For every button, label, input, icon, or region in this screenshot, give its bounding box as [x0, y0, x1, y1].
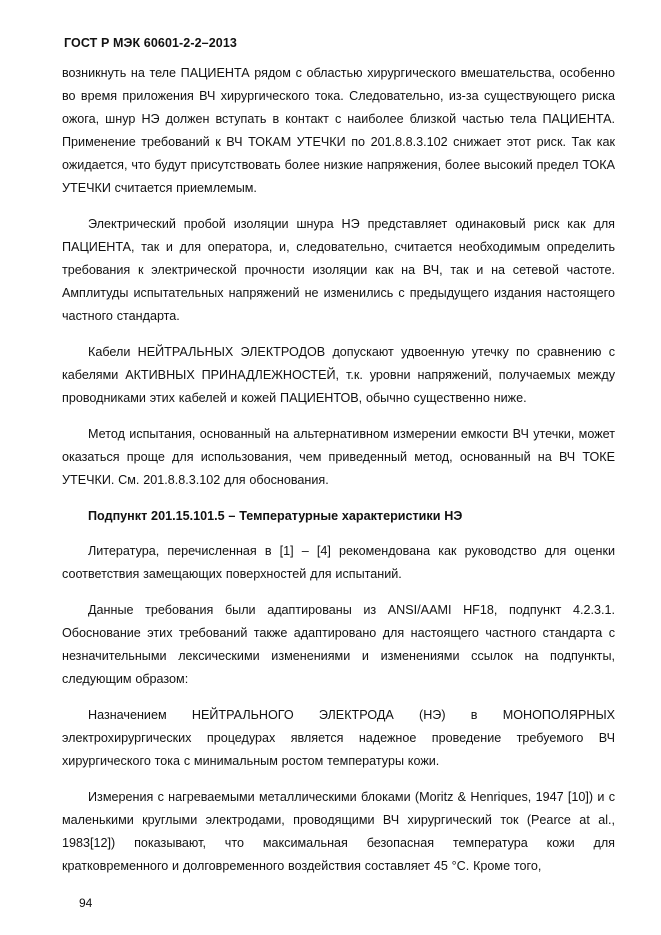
paragraph-neutral-cables: Кабели НЕЙТРАЛЬНЫХ ЭЛЕКТРОДОВ допускают удвоенную утечку по сравнению с кабелями АКТИВНЫХ ПРИНАДЛЕЖНОСТЕЙ, т.к. уровни напряжений, получаемых между проводниками этих кабелей и кожей ПАЦИЕНТОВ, обычно существенно ниже.: [62, 345, 615, 405]
page-number: 94: [79, 896, 93, 910]
paragraph-continuation: возникнуть на теле ПАЦИЕНТА рядом с областью хирургического вмешательства, особенно во время приложения ВЧ хирургического тока. Следовательно, из-за существующего риска ожога, шнур НЭ должен вступать в контакт с наиболее близкой частью тела ПАЦИЕНТА. Применение требований к ВЧ ТОКАМ УТЕЧКИ по 201.8.8.3.102 снижает этот риск. Так как ожидается, что будут присутствовать более низкие напряжения, более высокий предел ТОКА УТЕЧКИ считается приемлемым.: [62, 66, 615, 195]
document-header: ГОСТ Р МЭК 60601-2-2–2013: [64, 36, 237, 50]
paragraph-literature: Литература, перечисленная в [1] – [4] рекомендована как руководство для оценки соответствия замещающих поверхностей для испытаний.: [62, 544, 615, 581]
paragraph-purpose: Назначением НЕЙТРАЛЬНОГО ЭЛЕКТРОДА (НЭ) в МОНОПОЛЯРНЫХ электрохирургических процедурах является надежное проведение требуемого ВЧ хирургического тока с минимальным ростом температуры кожи.: [62, 708, 615, 768]
paragraph-measurements: Измерения с нагреваемыми металлическими блоками (Moritz & Henriques, 1947 [10]) и с маленькими круглыми электродами, проводящими ВЧ хирургический ток (Pearce at al., 1983[12]) показывают, что максимальная безопасная температура кожи для кратковременного и долговременного воздействия составляет 45 °С. Кроме того,: [62, 790, 615, 873]
paragraph-requirements-adapted: Данные требования были адаптированы из ANSI/AAMI HF18, подпункт 4.2.3.1. Обоснование этих требований также адаптировано для настоящего частного стандарта с незначительными лексическими изменениями и изменениями ссылок на подпункты, следующим образом:: [62, 603, 615, 686]
paragraph-test-method: Метод испытания, основанный на альтернативном измерении емкости ВЧ утечки, может оказаться проще для использования, чем приведенный метод, основанный на ВЧ ТОКЕ УТЕЧКИ. См. 201.8.8.3.102 для обоснования.: [62, 427, 615, 487]
paragraph-insulation-breakdown: Электрический пробой изоляции шнура НЭ представляет одинаковый риск как для ПАЦИЕНТА, так и для оператора, и, следовательно, считается необходимым определить требования к электрической прочности изоляции как на ВЧ, так и на сетевой частоте. Амплитуды испытательных напряжений не изменились с предыдущего издания настоящего частного стандарта.: [62, 217, 615, 323]
document-body: [62, 62, 615, 891]
subclause-heading: Подпункт 201.15.101.5 – Температурные характеристики НЭ: [88, 509, 463, 523]
